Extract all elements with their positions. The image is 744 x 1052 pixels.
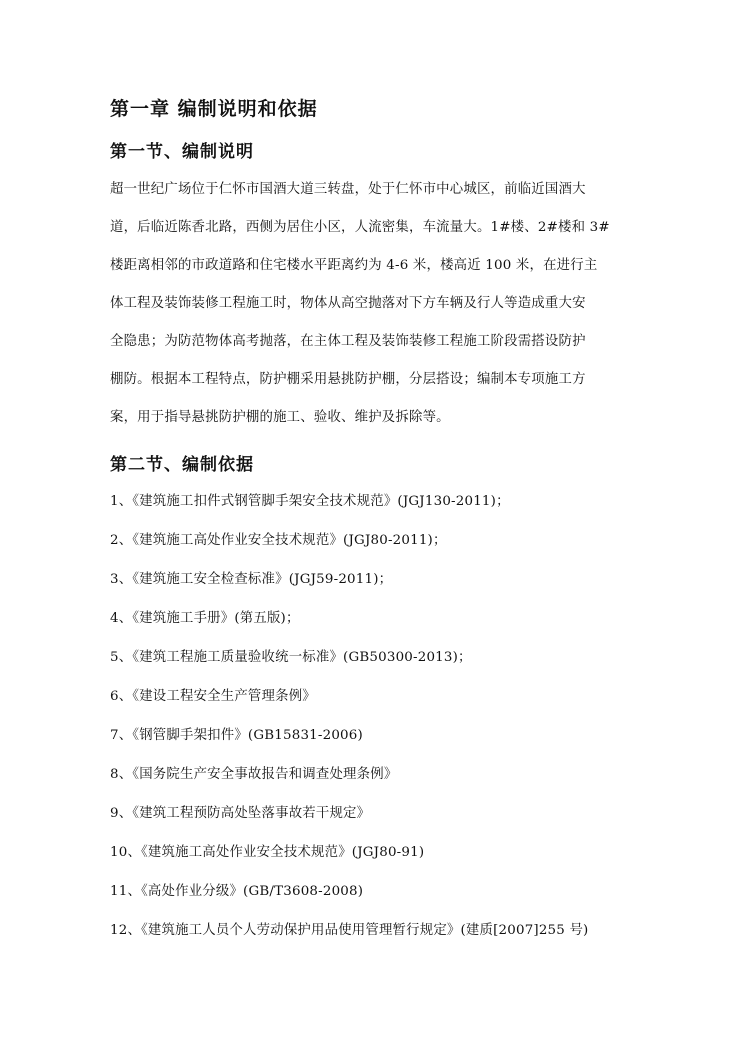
paragraph-line: 棚防。根据本工程特点，防护棚采用悬挑防护棚，分层搭设；编制本专项施工方 — [110, 372, 586, 387]
reference-item: 1、《建筑施工扣件式钢管脚手架安全技术规范》(JGJ130-2011)； — [110, 494, 510, 509]
reference-item: 11、《高处作业分级》(GB/T3608-2008) — [110, 884, 364, 899]
paragraph-line: 楼距离相邻的市政道路和住宅楼水平距离约为 4-6 米，楼高近 100 米，在进行主 — [110, 258, 598, 273]
reference-item: 3、《建筑施工安全检查标准》(JGJ59-2011)； — [110, 572, 393, 587]
reference-item: 2、《建筑施工高处作业安全技术规范》(JGJ80-2011)； — [110, 533, 447, 548]
section-title-2: 第二节、编制依据 — [110, 455, 254, 475]
reference-item: 5、《建筑工程施工质量验收统一标准》(GB50300-2013)； — [110, 650, 472, 665]
reference-item: 6、《建设工程安全生产管理条例》 — [110, 689, 316, 704]
paragraph-line: 案，用于指导悬挑防护棚的施工、验收、维护及拆除等。 — [110, 410, 450, 425]
reference-item: 9、《建筑工程预防高处坠落事故若干规定》 — [110, 806, 371, 821]
reference-item: 7、《钢管脚手架扣件》(GB15831-2006) — [110, 728, 363, 743]
paragraph-line: 道，后临近陈香北路，西侧为居住小区，人流密集，车流量大。1#楼、2#楼和 3# — [110, 220, 610, 235]
paragraph-line: 体工程及装饰装修工程施工时，物体从高空抛落对下方车辆及行人等造成重大安 — [110, 296, 586, 311]
chapter-title: 第一章 编制说明和依据 — [110, 98, 318, 120]
paragraph-line: 超一世纪广场位于仁怀市国酒大道三转盘，处于仁怀市中心城区，前临近国酒大 — [110, 182, 586, 197]
reference-item: 8、《国务院生产安全事故报告和调查处理条例》 — [110, 767, 398, 782]
paragraph-line: 全隐患；为防范物体高考抛落，在主体工程及装饰装修工程施工阶段需搭设防护 — [110, 334, 586, 349]
section-title-1: 第一节、编制说明 — [110, 142, 254, 162]
reference-item: 10、《建筑施工高处作业安全技术规范》(JGJ80-91) — [110, 845, 425, 860]
reference-item: 4、《建筑施工手册》(第五版)； — [110, 611, 300, 626]
reference-item: 12、《建筑施工人员个人劳动保护用品使用管理暂行规定》(建质[2007]255 号) — [110, 923, 589, 938]
